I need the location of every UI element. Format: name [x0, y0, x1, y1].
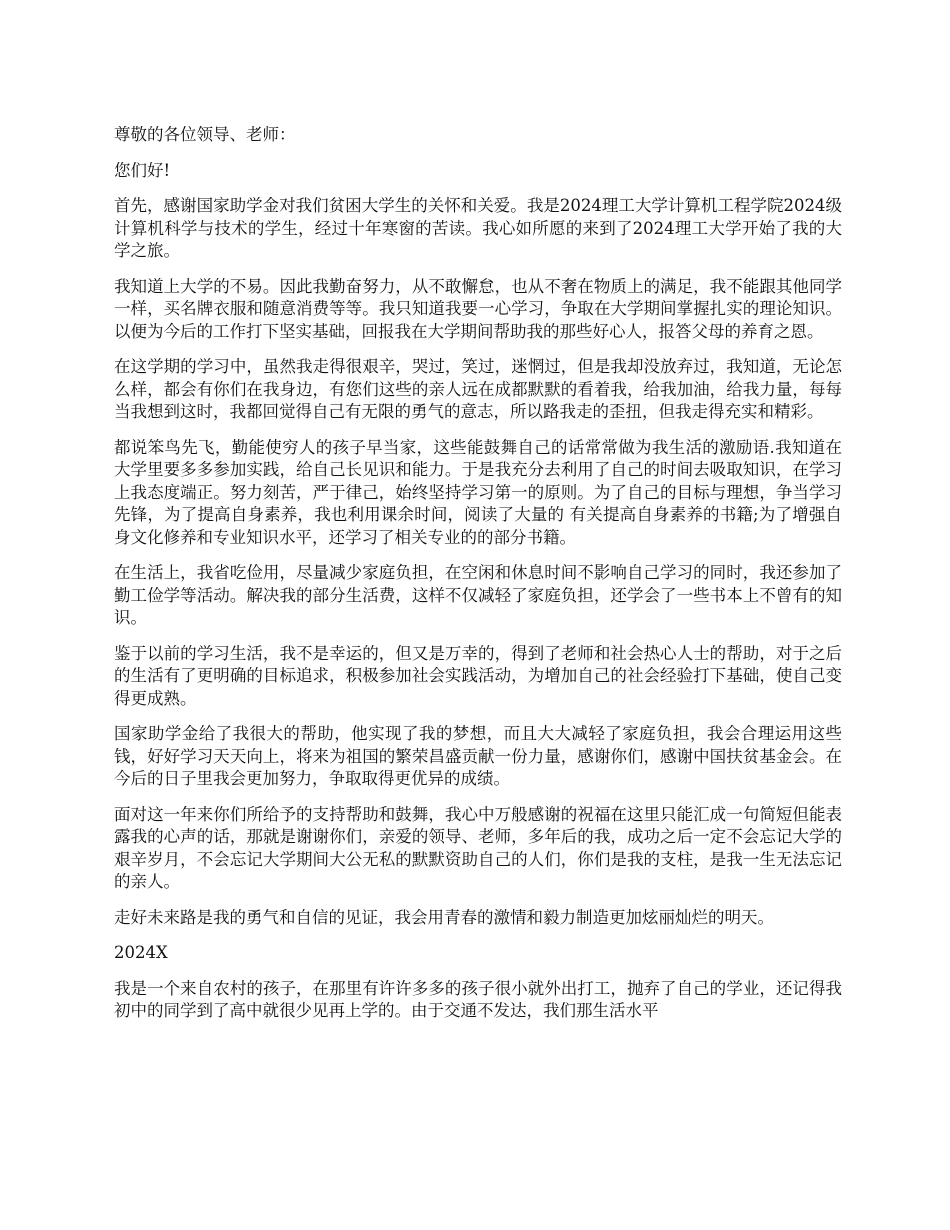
paragraph-gratitude-help: 鉴于以前的学习生活，我不是幸运的，但又是万幸的，得到了老师和社会热心人士的帮助，对于之后的生活有了更明确的目标追求，积极参加社会实践活动，为增加自己的社会经验打下基础，使自己变得更成熟。	[114, 643, 842, 708]
section-heading: 2024X	[114, 943, 168, 962]
paragraph-study: 都说笨鸟先飞，勤能使穷人的孩子早当家，这些能鼓舞自己的话常常做为我生活的激励语.我知道在大学里要多多参加实践，给自己长见识和能力。于是我充分去利用了自己的时间去吸取知识，在学习上我态度端正。努力刻苦，严于律己，始终坚持学习第一的原则。为了自己的目标与理想，争当学习先锋，为了提高自身素养，我也利用课余时间，阅读了大量的 有关提高自身素养的书籍;为了增强自身文化修养和专业知识水平，还学习了相关专业的的部分书籍。	[114, 437, 842, 547]
paragraph-next-section: 我是一个来自农村的孩子，在那里有许许多多的孩子很小就外出打工，抛弃了自己的学业，还记得我初中的同学到了高中就很少见再上学的。由于交通不发达，我们那生活水平	[114, 978, 842, 1020]
salutation: 尊敬的各位领导、老师：	[114, 125, 296, 144]
paragraph-intro: 首先，感谢国家助学金对我们贫困大学生的关怀和关爱。我是2024理工大学计算机工程学院2024级计算机科学与技术的学生，经过十年寒窗的苦读。我心如所愿的来到了2024理工大学开始了我的大学之旅。	[114, 196, 842, 260]
paragraph-thanks: 面对这一年来你们所给予的支持帮助和鼓舞，我心中万般感谢的祝福在这里只能汇成一句简短但能表露我的心声的话，那就是谢谢你们，亲爱的领导、老师，多年后的我，成功之后一定不会忘记大学的艰辛岁月，不会忘记大学期间大公无私的默默资助自己的人们，你们是我的支柱，是我一生无法忘记的亲人。	[114, 804, 842, 891]
paragraph-future: 走好未来路是我的勇气和自信的见证，我会用青春的激情和毅力制造更加炫丽灿烂的明天。	[114, 907, 774, 927]
paragraph-diligence: 我知道上大学的不易。因此我勤奋努力，从不敢懈怠，也从不奢在物质上的满足，我不能跟其他同学一样，买名牌衣服和随意消费等等。我只知道我要一心学习，争取在大学期间掌握扎实的理论知识。以便为今后的工作打下坚实基础，回报我在大学期间帮助我的那些好心人，报答父母的养育之恩。	[114, 276, 842, 341]
paragraph-grant: 国家助学金给了我很大的帮助，他实现了我的梦想，而且大大减轻了家庭负担，我会合理运用这些钱，好好学习天天向上，将来为祖国的繁荣昌盛贡献一份力量，感谢你们，感谢中国扶贫基金会。在今后的日子里我会更加努力，争取取得更优异的成绩。	[114, 724, 842, 788]
paragraph-semester: 在这学期的学习中，虽然我走得很艰辛，哭过，笑过，迷惘过，但是我却没放弃过，我知道，无论怎么样，都会有你们在我身边，有您们这些的亲人远在成都默默的看着我，给我加油，给我力量，每每当我想到这时，我都回觉得自己有无限的勇气的意志，所以路我走的歪扭，但我走得充实和精彩。	[114, 357, 842, 421]
document-body	[114, 124, 842, 1036]
paragraph-life: 在生活上，我省吃俭用，尽量减少家庭负担，在空闲和休息时间不影响自己学习的同时，我还参加了勤工俭学等活动。解决我的部分生活费，这样不仅减轻了家庭负担，还学会了一些书本上不曾有的知识。	[114, 563, 842, 627]
greeting: 您们好!	[114, 160, 171, 180]
